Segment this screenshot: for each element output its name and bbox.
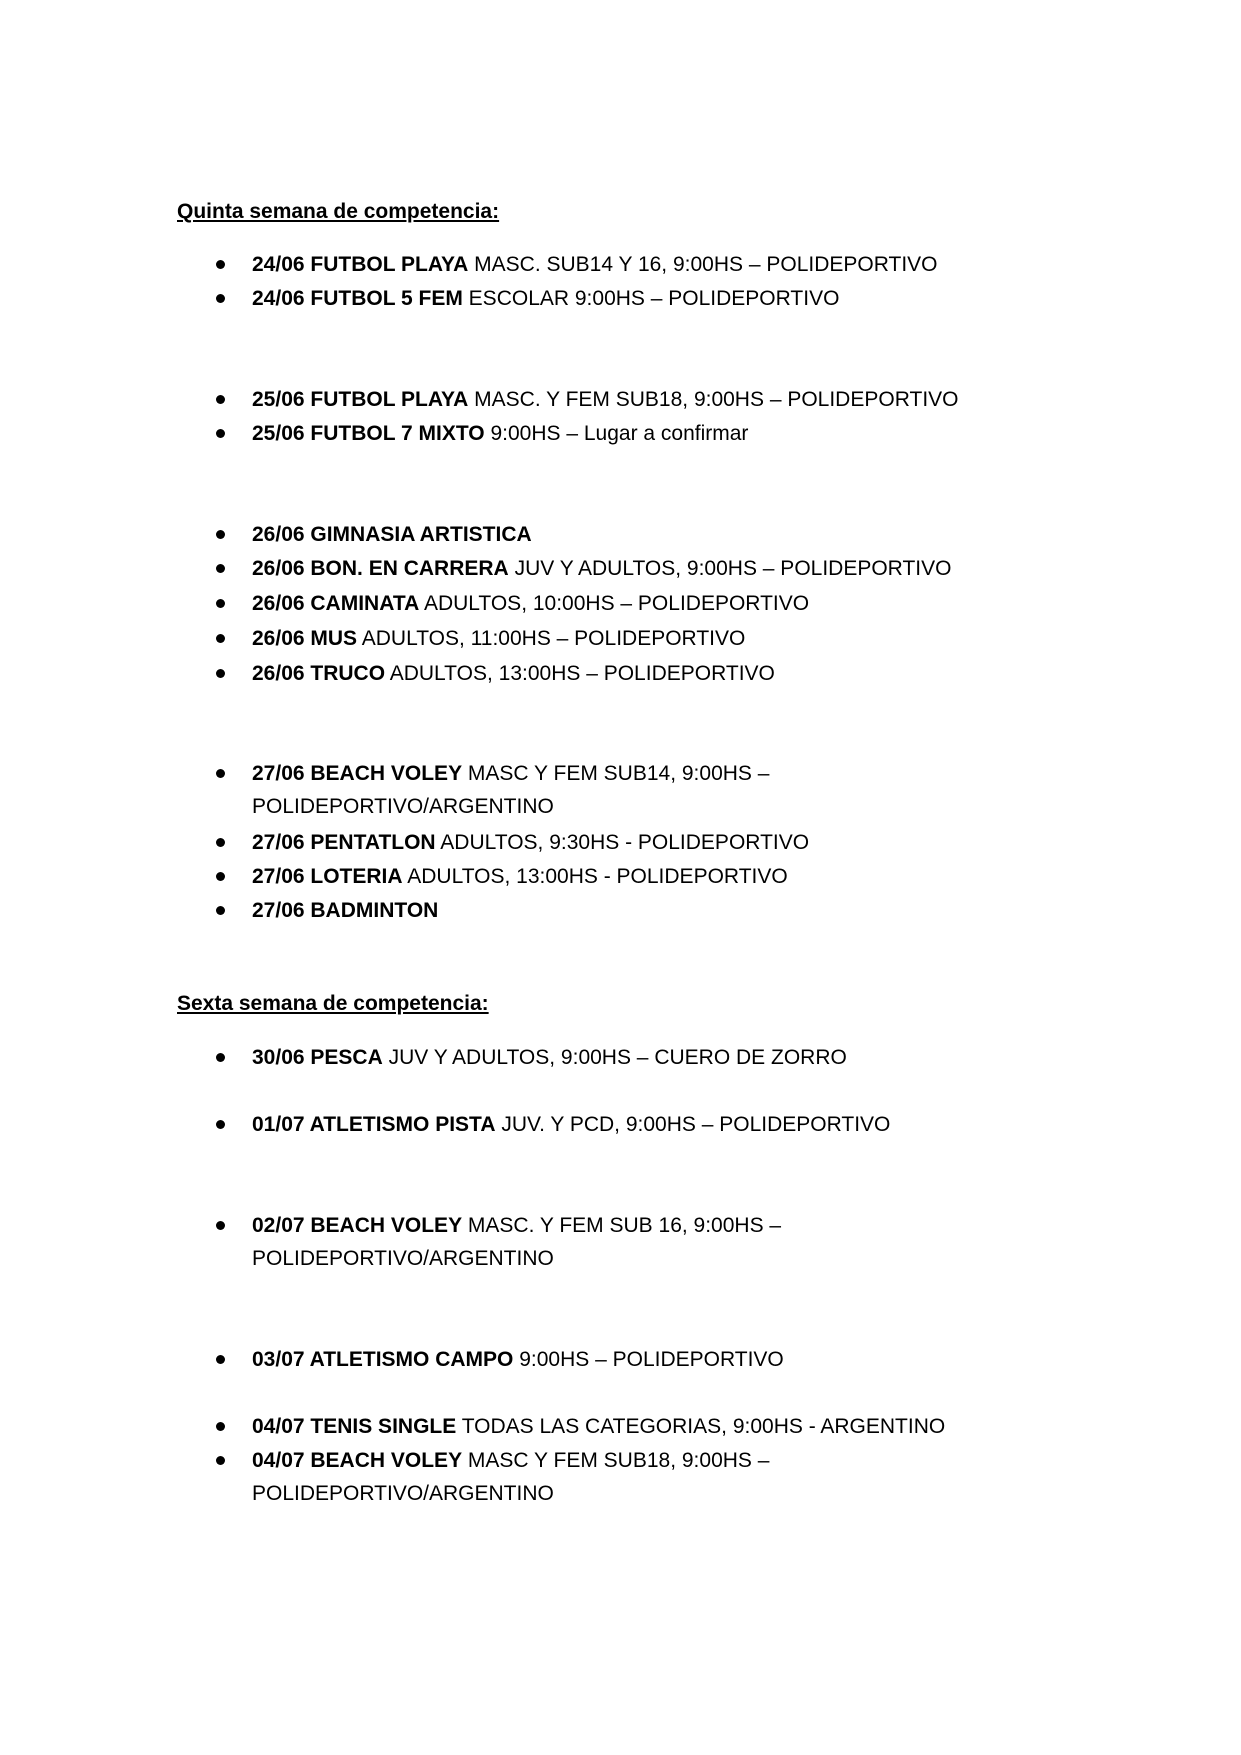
- bullet-icon: [216, 906, 225, 915]
- bullet-icon: [216, 599, 225, 608]
- bullet-icon: [216, 564, 225, 573]
- bullet-icon: [216, 294, 225, 303]
- list-item: 04/07 TENIS SINGLE TODAS LAS CATEGORIAS, 9:00HS - ARGENTINO: [252, 1415, 946, 1438]
- list-item: 25/06 FUTBOL PLAYA MASC. Y FEM SUB18, 9:00HS – POLIDEPORTIVO: [252, 388, 959, 411]
- week5-heading: Quinta semana de competencia:: [177, 200, 500, 223]
- list-item: 30/06 PESCA JUV Y ADULTOS, 9:00HS – CUERO DE ZORRO: [252, 1046, 847, 1069]
- list-item: 03/07 ATLETISMO CAMPO 9:00HS – POLIDEPORTIVO: [252, 1348, 784, 1371]
- bullet-icon: [216, 872, 225, 881]
- bullet-icon: [216, 1355, 225, 1364]
- list-item: 26/06 GIMNASIA ARTISTICA: [252, 523, 532, 546]
- list-item: 01/07 ATLETISMO PISTA JUV. Y PCD, 9:00HS – POLIDEPORTIVO: [252, 1113, 891, 1136]
- bullet-icon: [216, 634, 225, 643]
- bullet-icon: [216, 1053, 225, 1062]
- bullet-icon: [216, 838, 225, 847]
- list-item: 26/06 CAMINATA ADULTOS, 10:00HS – POLIDEPORTIVO: [252, 592, 810, 615]
- list-item: 24/06 FUTBOL 5 FEM ESCOLAR 9:00HS – POLIDEPORTIVO: [252, 287, 840, 310]
- list-item: 26/06 TRUCO ADULTOS, 13:00HS – POLIDEPORTIVO: [252, 662, 775, 685]
- list-item: 04/07 BEACH VOLEY MASC Y FEM SUB18, 9:00HS – POLIDEPORTIVO/ARGENTINO: [252, 1449, 770, 1505]
- bullet-icon: [216, 1221, 225, 1230]
- bullet-icon: [216, 769, 225, 778]
- list-item: 27/06 LOTERIA ADULTOS, 13:00HS - POLIDEPORTIVO: [252, 865, 788, 888]
- list-item: 27/06 PENTATLON ADULTOS, 9:30HS - POLIDEPORTIVO: [252, 831, 810, 854]
- bullet-icon: [216, 1456, 225, 1465]
- bullet-icon: [216, 395, 225, 404]
- list-item: 26/06 MUS ADULTOS, 11:00HS – POLIDEPORTIVO: [252, 627, 746, 650]
- bullet-icon: [216, 530, 225, 539]
- bullet-icon: [216, 669, 225, 678]
- list-item: 27/06 BADMINTON: [252, 899, 439, 922]
- list-item: 26/06 BON. EN CARRERA JUV Y ADULTOS, 9:00HS – POLIDEPORTIVO: [252, 557, 952, 580]
- bullet-icon: [216, 260, 225, 269]
- bullet-icon: [216, 429, 225, 438]
- list-item: 25/06 FUTBOL 7 MIXTO 9:00HS – Lugar a confirmar: [252, 422, 749, 445]
- list-item: 27/06 BEACH VOLEY MASC Y FEM SUB14, 9:00HS – POLIDEPORTIVO/ARGENTINO: [252, 762, 770, 818]
- bullet-icon: [216, 1120, 225, 1129]
- week6-heading: Sexta semana de competencia:: [177, 992, 489, 1015]
- list-item: 24/06 FUTBOL PLAYA MASC. SUB14 Y 16, 9:00HS – POLIDEPORTIVO: [252, 253, 938, 276]
- bullet-icon: [216, 1422, 225, 1431]
- list-item: 02/07 BEACH VOLEY MASC. Y FEM SUB 16, 9:00HS – POLIDEPORTIVO/ARGENTINO: [252, 1214, 782, 1270]
